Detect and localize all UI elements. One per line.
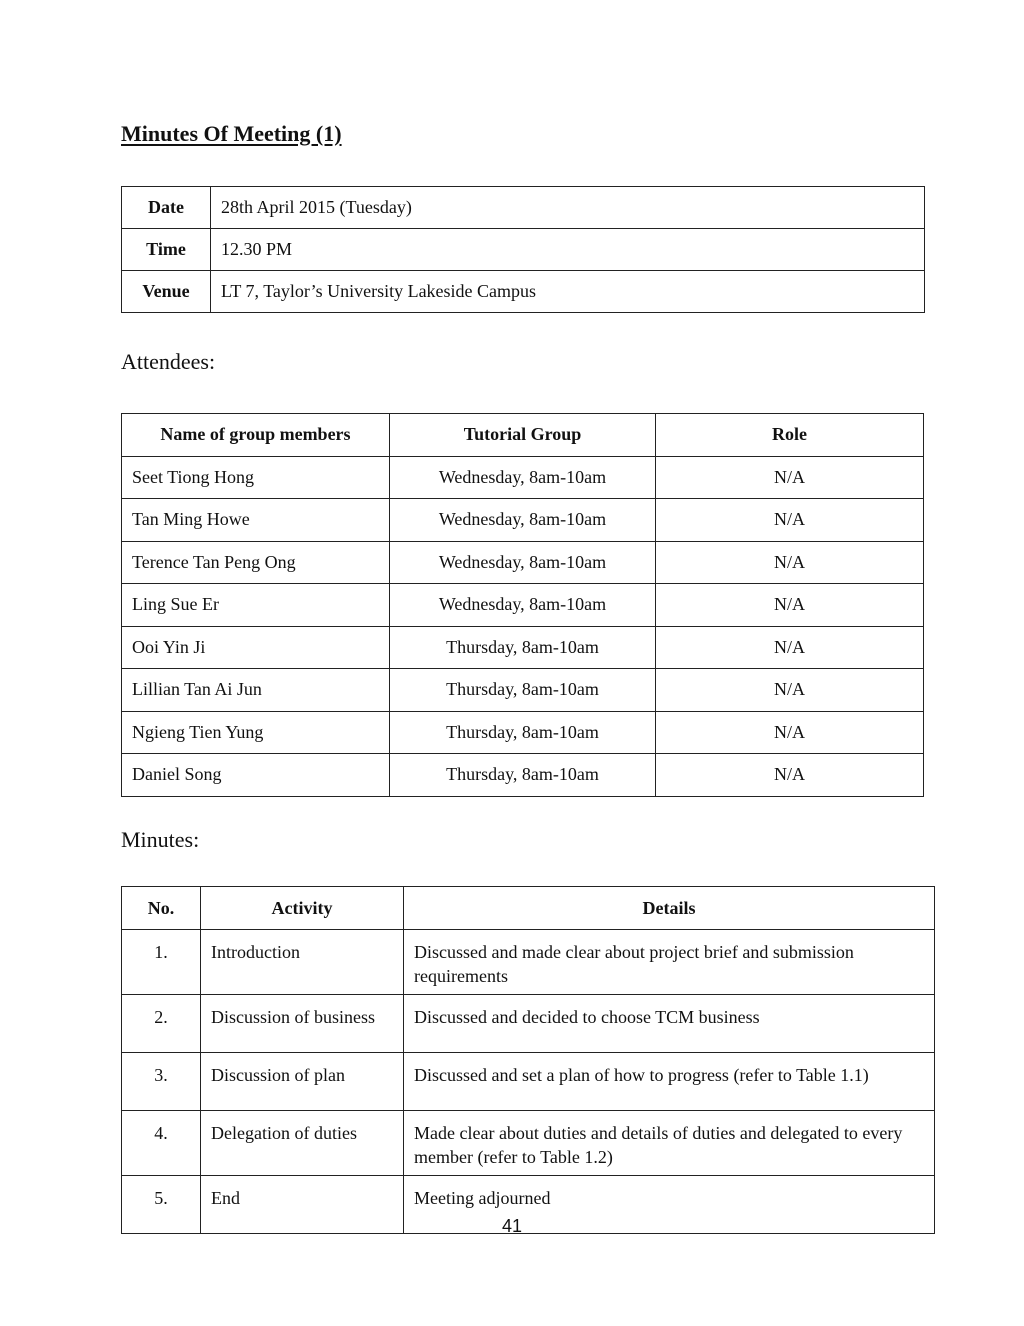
- attendee-tutorial-group: Thursday, 8am-10am: [390, 626, 656, 669]
- attendee-name: Ling Sue Er: [122, 584, 390, 627]
- attendee-name: Tan Ming Howe: [122, 499, 390, 542]
- column-header-activity: Activity: [201, 887, 404, 930]
- attendee-name: Terence Tan Peng Ong: [122, 541, 390, 584]
- attendee-tutorial-group: Wednesday, 8am-10am: [390, 499, 656, 542]
- table-row: [122, 995, 935, 1053]
- attendee-tutorial-group: Wednesday, 8am-10am: [390, 456, 656, 499]
- table-header-row: [122, 887, 935, 930]
- venue-value: LT 7, Taylor’s University Lakeside Campus: [211, 271, 925, 313]
- attendee-name: Ngieng Tien Yung: [122, 711, 390, 754]
- column-header-tutorial-group: Tutorial Group: [390, 414, 656, 457]
- minutes-table: [121, 886, 935, 1234]
- attendee-tutorial-group: Wednesday, 8am-10am: [390, 541, 656, 584]
- column-header-role: Role: [656, 414, 924, 457]
- table-row: [122, 754, 924, 797]
- attendee-tutorial-group: Thursday, 8am-10am: [390, 711, 656, 754]
- attendee-tutorial-group: Wednesday, 8am-10am: [390, 584, 656, 627]
- attendees-table: [121, 413, 924, 797]
- minute-details: Discussed and made clear about project brief and submission requirements: [404, 930, 935, 995]
- attendee-name: Daniel Song: [122, 754, 390, 797]
- minute-activity: Discussion of business: [201, 995, 404, 1053]
- column-header-no: No.: [122, 887, 201, 930]
- attendee-tutorial-group: Thursday, 8am-10am: [390, 754, 656, 797]
- minute-details: Discussed and set a plan of how to progress (refer to Table 1.1): [404, 1053, 935, 1111]
- minute-number: 1.: [122, 930, 201, 995]
- minute-activity: End: [201, 1176, 404, 1234]
- table-row: [122, 930, 935, 995]
- minute-details: Meeting adjourned: [404, 1176, 935, 1234]
- table-header-row: [122, 414, 924, 457]
- column-header-details: Details: [404, 887, 935, 930]
- attendee-name: Ooi Yin Ji: [122, 626, 390, 669]
- attendee-role: N/A: [656, 456, 924, 499]
- table-row: [122, 584, 924, 627]
- minute-number: 2.: [122, 995, 201, 1053]
- table-row: [122, 669, 924, 712]
- minute-activity: Delegation of duties: [201, 1111, 404, 1176]
- attendee-role: N/A: [656, 541, 924, 584]
- attendee-name: Seet Tiong Hong: [122, 456, 390, 499]
- date-label: Date: [122, 187, 211, 229]
- table-row: [122, 541, 924, 584]
- venue-label: Venue: [122, 271, 211, 313]
- minute-activity: Discussion of plan: [201, 1053, 404, 1111]
- attendee-name: Lillian Tan Ai Jun: [122, 669, 390, 712]
- minute-number: 3.: [122, 1053, 201, 1111]
- table-row: [122, 229, 925, 271]
- table-row: [122, 1053, 935, 1111]
- table-row: [122, 187, 925, 229]
- minute-details: Discussed and decided to choose TCM business: [404, 995, 935, 1053]
- minute-number: 4.: [122, 1111, 201, 1176]
- page-number: 41: [501, 1216, 523, 1236]
- minute-details: Made clear about duties and details of duties and delegated to every member (refer to Table 1.2): [404, 1111, 935, 1176]
- column-header-name: Name of group members: [122, 414, 390, 457]
- attendee-role: N/A: [656, 499, 924, 542]
- table-row: [122, 456, 924, 499]
- table-row: [122, 711, 924, 754]
- minutes-heading: Minutes:: [121, 827, 200, 852]
- attendee-tutorial-group: Thursday, 8am-10am: [390, 669, 656, 712]
- table-row: [122, 1111, 935, 1176]
- time-label: Time: [122, 229, 211, 271]
- attendee-role: N/A: [656, 584, 924, 627]
- table-row: [122, 626, 924, 669]
- time-value: 12.30 PM: [211, 229, 925, 271]
- attendee-role: N/A: [656, 626, 924, 669]
- attendee-role: N/A: [656, 669, 924, 712]
- page-title: Minutes Of Meeting (1): [121, 121, 342, 146]
- attendees-heading: Attendees:: [121, 349, 216, 374]
- attendee-role: N/A: [656, 711, 924, 754]
- table-row: [122, 499, 924, 542]
- meeting-info-table: [121, 186, 925, 313]
- table-row: [122, 271, 925, 313]
- minute-activity: Introduction: [201, 930, 404, 995]
- date-value: 28th April 2015 (Tuesday): [211, 187, 925, 229]
- attendee-role: N/A: [656, 754, 924, 797]
- minute-number: 5.: [122, 1176, 201, 1234]
